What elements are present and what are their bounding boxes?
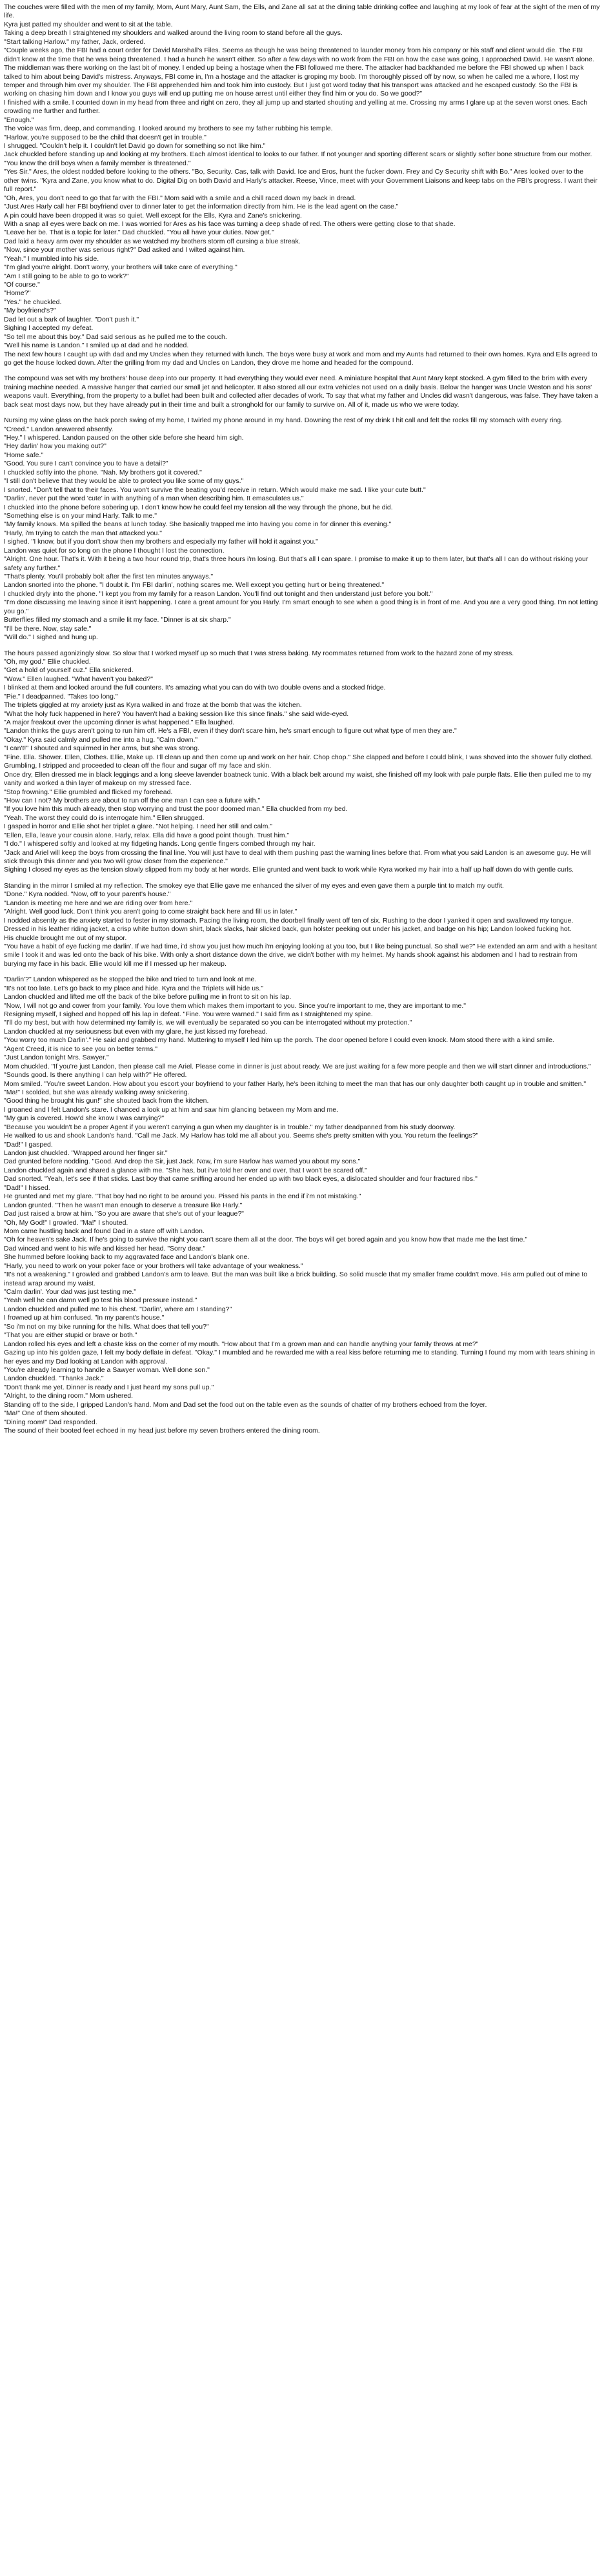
story-paragraph: The sound of their booted feet echoed in my head just before my seven brothers entered the dining room. [4,1427,320,1435]
story-paragraph: "Jack and Ariel will keep the boys from crossing the final line. You will just have to deal with them pushing past the warning lines before that. From what you said Landon is an awesome guy. He will stick through this dinner and you two will grow closer from the experience." [4,848,593,865]
story-paragraph: Mom chuckled. "If you're just Landon, then please call me Ariel. Please come in dinner is just about ready. We are just waiting for a few more people and then we will start dinner and introductions." [4,1062,591,1070]
story-paragraph: "Ellen, Ella, leave your cousin alone. Harly, relax. Ella did have a good point though. Trust him." [4,831,290,839]
story-paragraph: "It's not a weakening." I growled and grabbed Landon's arm to leave. But the man was built like a brick building. So solid muscle that my smaller frame couldn't move. His arm pulled out of mine to instead wrap around my waist. [4,1271,590,1287]
story-paragraph: The voice was firm, deep, and commanding. I looked around my brothers to see my father rubbing his temple. [4,125,333,133]
story-paragraph: "Dad!" I hissed. [4,1183,50,1192]
story-paragraph: "Because you wouldn't be a proper Agent if you weren't carrying a gun when my daughter is in trouble." my father deadpanned from his study doorway. [4,1123,456,1131]
story-paragraph: I snorted. "Don't tell that to their faces. You won't survive the beating you'd receive in return. Which would make me sad. I like your cute butt." [4,486,426,494]
story-paragraph: Landon snorted into the phone. "I doubt it. I'm FBI darlin', nothing scares me. Well except you getting hurt or being threatened." [4,581,385,589]
story-paragraph: "Alright, to the dining room." Mom ushered. [4,1392,134,1400]
story-paragraph: "Pie." I deadpanned. "Takes too long." [4,692,118,700]
story-paragraph: "Harly, i'm trying to catch the man that attacked you." [4,529,163,537]
story-paragraph: "You worry too much Darlin'." He said and grabbed my hand. Muttering to myself I led him up the porch. The door opened before I could even knock. Mom stood there with a kind smile. [4,1036,554,1045]
story-paragraph: "Wow." Ellen laughed. "What haven't you baked?" [4,675,153,683]
story-paragraph: "Am I still going to be able to go to work?" [4,272,129,280]
story-paragraph: His chuckle brought me out of my stupor. [4,934,127,942]
story-paragraph: Gazing up into his golden gaze, I felt my body deflate in defeat. "Okay." I mumbled and he rewarded me with a real kiss before returning me to standing. Turning I found my mom with tears shining in her eyes and my Dad looking at Landon with approval. [4,1349,597,1365]
story-paragraph: I chuckled dryly into the phone. "I kept you from my family for a reason Landon. You'll find out tonight and then understand just before you bolt." [4,589,433,598]
story-paragraph: Jack chuckled before standing up and looking at my brothers. Each almost identical to looks to our father. If not younger and sporting different scars or slightly softer bone structure from our mother. [4,150,592,159]
story-paragraph: The couches were filled with the men of my family, Mom, Aunt Mary, Aunt Sam, the Ells, and Zane all sat at the dining table drinking coffee and laughing at my look of fear at the sight of the men of my life. [4,3,602,20]
story-paragraph: "I'm done discussing me leaving since it isn't happening. I care a great amount for you Harly. I'm smart enough to see when a good thing is in front of me. And you are a very good thing. I'm not letting you go." [4,598,600,615]
story-paragraph: The next few hours I caught up with dad and my Uncles when they returned with lunch. The boys were busy at work and mom and my Aunts had returned to their own homes. Kyra and Ells agreed to go get the house locked down. After the grilling from my dad and Uncles on Landon, they drove me home and headed for the compound. [4,350,599,367]
story-paragraph: "Now, since your mother was serious right?" Dad asked and I wilted against him. [4,246,245,254]
story-paragraph: He grunted and met my glare. "That boy had no right to be around you. Pissed his pants in the end if i'm not mistaking." [4,1192,361,1201]
story-paragraph: "Enough." [4,116,34,124]
story-paragraph: "Ma!" One of them shouted. [4,1409,87,1418]
story-paragraph: "Oh for heaven's sake Jack. If he's going to survive the night you can't scare them all at the door. The boys will get bored again and you know how that made me the last time." [4,1236,528,1244]
story-paragraph: "Oh, Ares, you don't need to go that far with the FBI." Mom said with a smile and a chill raced down my back in dread. [4,194,356,202]
story-paragraph: Dad let out a bark of laughter. "Don't push it." [4,315,139,323]
story-paragraph: "My gun is covered. How'd she know I was carrying?" [4,1114,165,1123]
story-paragraph: I groaned and I felt Landon's stare. I chanced a look up at him and saw him glancing between my Mom and me. [4,1105,338,1114]
story-paragraph: "Darlin'?" Landon whispered as he stopped the bike and tried to turn and look at me. [4,976,257,984]
story-paragraph: "Fine. Ella. Shower. Ellen, Clothes. Ellie, Make up. I'll clean up and then come up and work on her hair. Chop chop." She clapped and before I could blink, I was shoved into the shower fully clothed. Grumbling, I stripped and proceeded to clean off the flour and sugar off my face and skin. [4,753,595,770]
story-paragraph: Mom smiled. "You're sweet Landon. How about you escort your boyfriend to your father Harly, he's been itching to meet the man that has our only daughter both caught up in trouble and smitten." [4,1079,587,1088]
story-paragraph: Dad laid a heavy arm over my shoulder as we watched my brothers storm off cursing a blue streak. [4,237,301,245]
story-paragraph: Dad just raised a brow at him. "So you are aware that she's out of your league?" [4,1210,244,1218]
story-paragraph: Landon grunted. "Then he wasn't man enough to deserve a treasure like Harly." [4,1201,243,1209]
story-paragraph: Landon chuckled and pulled me to his chest. "Darlin', where am I standing?" [4,1305,232,1313]
story-paragraph: "Oh, My God!" I growled. "Ma!" I shouted. [4,1218,128,1227]
story-paragraph: Mom came hustling back and found Dad in a stare off with Landon. [4,1227,205,1235]
story-paragraph: "Sounds good. Is there anything I can help with?" He offered. [4,1071,187,1079]
story-paragraph: She hummed before looking back to my aggravated face and Landon's blank one. [4,1253,250,1262]
story-paragraph: "Just Ares Harly call her FBI boyfriend over to dinner later to get the information directly from him. He is the lead agent on the case." [4,203,399,211]
story-paragraph: "Start talking Harlow." my father, Jack, ordered. [4,37,146,46]
story-paragraph: "Creed." Landon answered absently. [4,425,114,433]
story-paragraph: "I'll do my best, but with how determined my family is, we will eventually be separated so you can be interrogated without my protection." [4,1019,412,1027]
story-paragraph: I chuckled softly into the phone. "Nah. My brothers got it covered." [4,468,202,476]
story-paragraph: Landon chuckled. "Thanks Jack." [4,1375,104,1383]
story-paragraph: Landon just chuckled. "Wrapped around her finger sir." [4,1149,168,1157]
story-paragraph: Butterflies filled my stomach and a smile lit my face. "Dinner is at six sharp." [4,616,231,624]
story-paragraph: "I do." I whispered softly and looked at my fidgeting hands. Long gentle fingers combed through my hair. [4,840,316,848]
story-paragraph: "You're already learning to handle a Sawyer woman. Well done son." [4,1365,210,1374]
story-paragraph: "Dining room!" Dad responded. [4,1418,97,1426]
story-paragraph: "So tell me about this boy." Dad said serious as he pulled me to the couch. [4,332,227,341]
story-paragraph: "Landon is meeting me here and we are riding over from here." [4,899,193,907]
story-paragraph: "Get a hold of yourself cuz." Ella snickered. [4,666,134,675]
story-paragraph: I sighed. "I know, but if you don't show then my brothers and especially my father will hold it against you." [4,538,318,546]
story-paragraph: Dad snorted. "Yeah, let's see if that sticks. Last boy that came sniffing around her ended up with two black eyes, a dislocated shoulder and four fractured ribs." [4,1175,478,1183]
story-paragraph: "I can't!" I shouted and squirmed in her arms, but she was strong. [4,744,200,753]
story-paragraph: "Don't thank me yet. Dinner is ready and I just heard my sons pull up." [4,1383,214,1391]
story-paragraph: "Just Landon tonight Mrs. Sawyer." [4,1054,109,1062]
story-paragraph: "Landon thinks the guys aren't going to run him off. He's a FBI, even if they don't scare him, he's smart enough to figure out what type of men they are." [4,727,457,735]
story-paragraph: Once dry, Ellen dressed me in black leggings and a long sleeve lavender boatneck tunic. With a black belt around my waist, she finished off my look with pale purple flats. Ellie then pulled me to my vanity and worked a thin layer of makeup on my stressed face. [4,770,594,788]
story-paragraph: "Stop frowning." Ellie grumbled and flicked my forehead. [4,788,173,796]
story-paragraph: Sighing I accepted my defeat. [4,324,94,332]
story-paragraph: I gasped in horror and Ellie shot her triplet a glare. "Not helping. I need her still and calm." [4,823,273,831]
story-paragraph: "Harly, you need to work on your poker face or your brothers will take advantage of your weakness." [4,1262,303,1270]
story-paragraph: Dad grunted before nodding. "Good. And drop the Sir, just Jack. Now, i'm sure Harlow has warned you about my sons." [4,1158,361,1166]
story-paragraph: Kyra just patted my shoulder and went to sit at the table. [4,20,173,28]
story-paragraph: "Alright. One hour. That's it. With it being a two hour round trip, that's three hours i'm losing. But that's all I can spare. I promise to make it up to them later, but that's all I can do without risking your safety any further." [4,555,590,572]
story-paragraph: "If you love him this much already, then stop worrying and trust the poor doomed man." Ella chuckled from my bed. [4,805,348,813]
story-paragraph: Dressed in his leather riding jacket, a crisp white button down shirt, black slacks, hair slicked back, gun holster peeking out under his jacket, and badge on his hip; Landon looked fucking hot. [4,925,572,934]
story-paragraph: "Will do." I sighed and hung up. [4,633,98,642]
story-paragraph: "Good thing he brought his gun!" she shouted back from the kitchen. [4,1097,209,1105]
story-paragraph: "My boyfriend's?" [4,307,56,315]
story-paragraph: "Agent Creed, it is nice to see you on better terms." [4,1045,157,1053]
story-paragraph: "Well his name is Landon." I smiled up at dad and he nodded. [4,342,189,350]
story-paragraph: Standing in the mirror I smiled at my reflection. The smokey eye that Ellie gave me enhanced the silver of my eyes and even gave them a purple tint to match my outfit. [4,881,504,890]
story-paragraph: "You know the drill boys when a family member is threatened." [4,159,191,167]
story-paragraph: Standing off to the side, I gripped Landon's hand. Mom and Dad set the food out on the table even as the sounds of chatter of my brothers echoed from the foyer. [4,1400,487,1409]
story-paragraph: Resigning myself, I sighed and hopped off his lap in defeat. "Fine. You were warned." I said firm as I straightened my spine. [4,1010,373,1018]
story-paragraph: "Hey darlin' how you making out?" [4,442,106,451]
story-paragraph: I shrugged. "Couldn't help it. I couldn't let David go down for something so not like him." [4,142,266,150]
story-paragraph: "Dad!" I gasped. [4,1140,53,1149]
story-paragraph: Taking a deep breath I straightened my shoulders and walked around the living room to stand before all the guys. [4,29,343,37]
story-paragraph: The compound was set with my brothers' house deep into our property. It had everything they would ever need. A miniature hospital that Aunt Mary kept stocked. A gym filled to the brim with every training machine needed. A massive hanger that carried our small jet and helicopter. It also stored all our extra vehicles not used on a daily basis. Below the hanger was Uncle Weston and his sons' weapons vault. Everything, from the property to a bullet had been built and collected after decades of work. To say that what my father and Uncles did wasn't dangerous, was false. They have taken a back seat most days now, but they have already put in their time and built a stronghold for our family to survive on. All of it, made us who we were today. [4,374,600,409]
story-paragraph: "Home safe." [4,451,44,459]
story-paragraph: Sighing I closed my eyes as the tension slowly slipped from my body at her words. Ellie grunted and went back to work while Kyra worked my hair into a half up half down do with gentle curls. [4,866,574,874]
story-paragraph: "You have a habit of eye fucking me darlin'. If we had time, i'd show you just how much i'm enjoying looking at you too, but I like being punctual. So shall we?" He extended an arm and with a hesitant smile I took it and was led onto the back of his bike. With only a short distance down the drive, we didn't bother with my helmet. My hands shook against his abdomen and I had to restrain from burying my face in his back. Ellie would kill me if I messed up her makeup. [4,942,599,968]
story-paragraph: I nodded absently as the anxiety started to fester in my stomach. Pacing the living room, the doorbell finally went off ten of six. Rushing to the door I yanked it open and swallowed my tongue. [4,916,574,925]
story-paragraph: The hours passed agonizingly slow. So slow that I worked myself up so much that I was stress baking. My roommates returned from work to the hazard zone of my stress. [4,649,514,657]
story-paragraph: "Yeah well he can damn well go test his blood pressure instead." [4,1296,197,1305]
story-paragraph: "That you are either stupid or brave or both." [4,1331,137,1340]
story-paragraph: "Of course." [4,281,40,289]
story-paragraph: "Alright. Well good luck. Don't think you aren't going to come straight back here and fill us in later." [4,908,297,916]
story-paragraph: "I still don't believe that they would be able to protect you like some of my guys." [4,477,244,486]
story-paragraph: "So i'm not on my bike running for the hills. What does that tell you?" [4,1322,209,1331]
story-paragraph: Landon chuckled and lifted me off the back of the bike before pulling me in front to sit on his lap. [4,993,292,1001]
story-paragraph: "Done." Kyra nodded. "Now, off to your parent's house." [4,890,171,899]
story-paragraph: The triplets giggled at my anxiety just as Kyra walked in and froze at the bomb that was the kitchen. [4,701,302,710]
story-paragraph: "Oh, my god." Ellie chuckled. [4,657,91,666]
story-paragraph: "I'll be there. Now, stay safe." [4,624,92,633]
story-paragraph: "Yeah. The worst they could do is interrogate him." Ellen shrugged. [4,813,205,822]
story-paragraph: Nursing my wine glass on the back porch swing of my home, I twirled my phone around in my hand. Downing the rest of my drink I hit call and felt the rocks fill my stomach with every ring. [4,416,563,425]
story-paragraph: Landon chuckled at my seriousness but even with my glare, he just kissed my forehead. [4,1027,268,1036]
story-paragraph: "Good. You sure I can't convince you to have a detail?" [4,460,168,468]
story-paragraph: "Yeah." I mumbled into his side. [4,254,99,263]
story-paragraph: "That's plenty. You'll probably bolt after the first ten minutes anyways." [4,573,214,580]
story-paragraph: "I'm glad you're alright. Don't worry, your brothers will take care of everything." [4,263,237,272]
story-paragraph: "Now, I will not go and cower from your family. You love them which makes them important to you. Since you're important to me, they are important to me." [4,1001,466,1010]
story-paragraph: With a snap all eyes were back on me. I was worried for Ares as his face was turning a deep shade of red. The others were getting close to that shade. [4,220,456,228]
story-paragraph: "A major freakout over the upcoming dinner is what happened." Ella laughed. [4,719,235,726]
story-paragraph: "It's not too late. Let's go back to my place and hide. Kyra and the Triplets will hide us." [4,984,263,992]
story-paragraph: "Something else is on your mind Harly. Talk to me." [4,511,157,520]
story-paragraph: "My family knows. Ma spilled the beans at lunch today. She basically trapped me into having you come in for dinner this evening." [4,520,392,529]
story-paragraph: I blinked at them and looked around the full counters. It's amazing what you can do with two double ovens and a stocked fridge. [4,684,386,692]
story-paragraph: "Couple weeks ago, the FBI had a court order for David Marshall's Files. Seems as though he was being threatened to launder money from his company or his staff and client would die. The FBI didn't know at the time that he was being threatened. I had a hunch he wasn't either. So after a few days with no work from the FBI on how the case was going, I approached David. He wasn't alone. The middleman was there working on the last bit of money. I ended up being a hostage when the FBI followed me there. The attacker had backhanded me before the FBI showed up when I back talked to him about being David's mistress. Anyways, FBI come in, I'm a hostage and the attacker is groping my boob. I'm thoroughly pissed off by now, so when he called me a whore, I lost my temper and through him over my shoulder. The FBI apprehended him and took him into custody. But I just got word today that his transport was attacked and he escaped custody. So the FBI is working on chasing him down and I know you guys will end up putting me on house arrest until either they find him or you do. So we good?" [4,46,596,98]
story-paragraph: "Ma!" I scolded, but she was already walking away snickering. [4,1088,190,1096]
story-paragraph: He walked to us and shook Landon's hand. "Call me Jack. My Harlow has told me all about you. Seems she's pretty smitten with you. You return the feelings?" [4,1132,479,1140]
story-paragraph: "Harlow, you're supposed to be the child that doesn't get in trouble." [4,133,206,141]
story-paragraph: Landon chuckled again and shared a glance with me. "She has, but i've told her over and over, that I won't be scared off." [4,1166,367,1174]
story-paragraph: "Yes." he chuckled. [4,298,62,306]
story-paragraph: I frowned up at him confused. "In my parent's house." [4,1314,165,1322]
story-paragraph: "Home?" [4,289,31,298]
story-paragraph: A pin could have been dropped it was so quiet. Well except for the Ells, Kyra and Zane's snickering. [4,211,302,220]
story-paragraph: Landon rolled his eyes and left a chaste kiss on the corner of my mouth. "How about that I'm a grown man and can handle anything your family throws at me?" [4,1340,479,1348]
story-paragraph: "Leave her be. That is a topic for later." Dad chuckled. "You all have your duties. Now get." [4,229,274,237]
story-paragraph: Landon was quiet for so long on the phone I thought I lost the connection. [4,546,225,555]
story-paragraph: "How can I not? My brothers are about to run off the one man I can see a future with." [4,796,261,804]
story-paragraph: "What the holy fuck happened in here? You haven't had a baking session like this since finals." she said wide-eyed. [4,710,349,718]
story-paragraph: Dad winced and went to his wife and kissed her head. "Sorry dear." [4,1244,206,1252]
story-paragraph: "Darlin', never put the word 'cute' in with anything of a man when describing him. It emasculates us." [4,495,304,503]
story-paragraph: I chuckled into the phone before sobering up. I don't know how he could feel my tension all the way through the phone, but he did. [4,503,393,511]
story-paragraph: "Calm darlin'. Your dad was just testing me." [4,1288,136,1296]
story-paragraph: I finished with a smile. I counted down in my head from three and right on zero, they all jump up and started shouting and yelling at me. Crossing my arms I glare up at the seven worst ones. Each crowding me further and further. [4,98,589,116]
story-paragraph: "Yes Sir." Ares, the oldest nodded before looking to the others. "Bo, Security. Cas, talk with David. Ice and Eros, hunt the fucker down. Frey and Cy Security shift with Bo." Ares looked over to the other twins. "Kyra and Zane, you know what to do. Digital Dig on both David and Harly's attacker. Reese, Vince, meet with your Government Liaisons and keep tabs on the FBI's progress. I want their full report." [4,168,599,194]
story-paragraph: "Hey." I whispered. Landon paused on the other side before she heard him sigh. [4,434,244,442]
story-paragraph: "Okay." Kyra said calmly and pulled me into a hug. "Calm down." [4,735,198,744]
